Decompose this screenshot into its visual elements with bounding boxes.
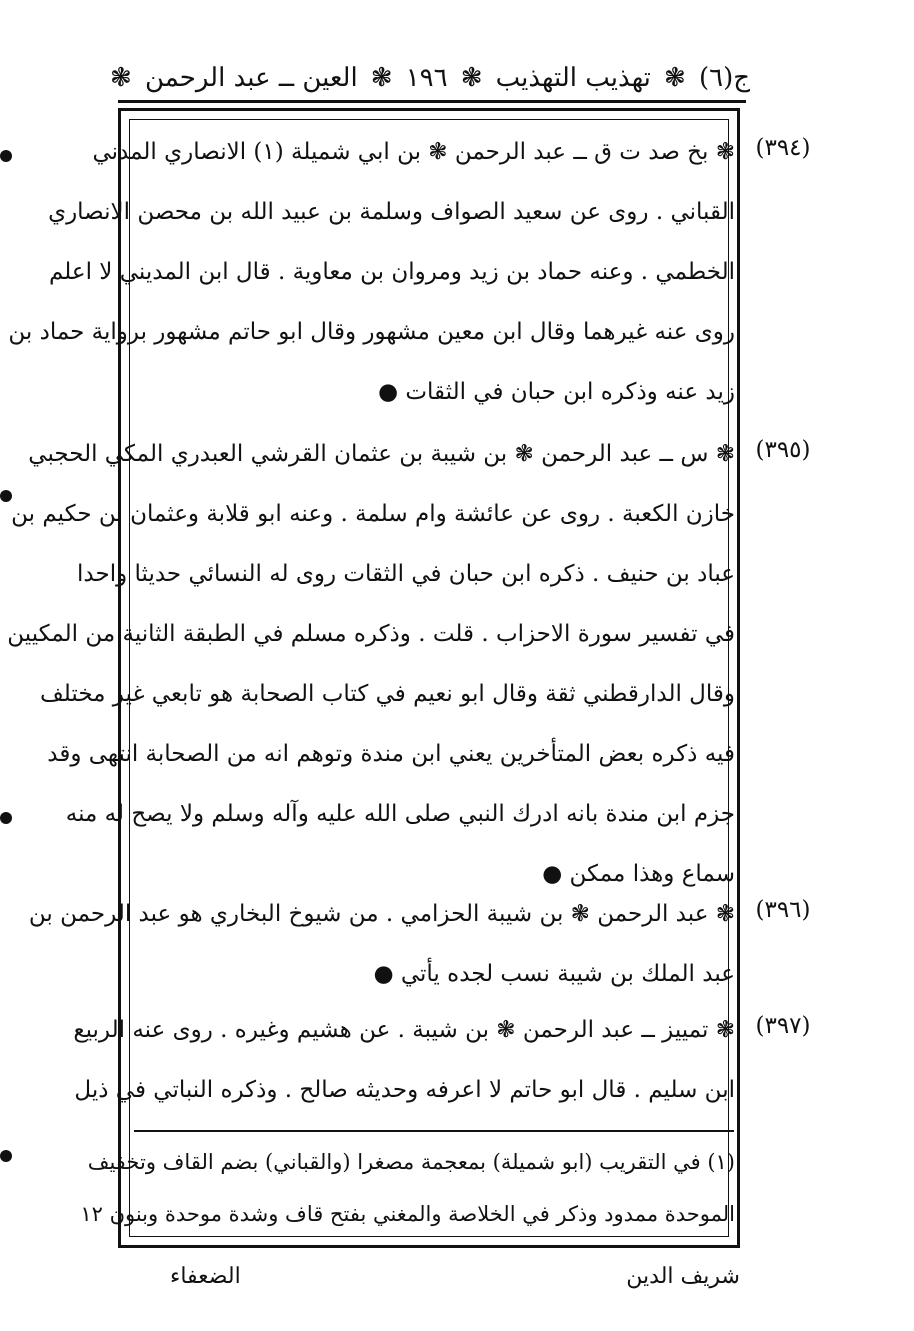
- ornament-icon: ❃: [460, 63, 483, 93]
- footer-right: شريف الدين: [626, 1264, 740, 1289]
- binding-mark: [0, 1150, 12, 1162]
- ornament-icon: ❃: [664, 63, 686, 93]
- entry-394: [8, 122, 735, 422]
- entry-397: [73, 1000, 735, 1120]
- entry-line: ❃ تمييز ــ عبد الرحمن ❃ بن شيبة . عن هشيم وغيره . روى عنه الربيع: [73, 1017, 735, 1043]
- footnote: [80, 1136, 735, 1240]
- entry-number: (٣٩٧): [755, 1013, 811, 1039]
- header-book-title: تهذيب التهذيب: [495, 63, 651, 93]
- entry-395: [7, 424, 735, 904]
- entry-number: (٣٩٤): [755, 135, 811, 161]
- entry-line: ❃ س ــ عبد الرحمن ❃ بن شيبة بن عثمان القرشي العبدري المكي الحجبي: [28, 441, 735, 467]
- binding-mark: [0, 490, 12, 502]
- header-volume: ج(٦): [698, 63, 750, 93]
- entry-line: الخطمي . وعنه حماد بن زيد ومروان بن معاوية . قال ابن المديني لا اعلم: [48, 259, 735, 285]
- entry-number: (٣٩٦): [755, 897, 811, 923]
- header-page-number: ١٩٦: [405, 63, 448, 93]
- entry-line: جزم ابن مندة بانه ادرك النبي صلى الله عليه وآله وسلم ولا يصح له منه: [65, 801, 735, 827]
- entry-line: زيد عنه وذكره ابن حبان في الثقات ●: [377, 379, 735, 405]
- entry-line: سماع وهذا ممكن ●: [542, 861, 735, 887]
- header-rule: [118, 100, 746, 103]
- header-section: العين ــ عبد الرحمن: [144, 63, 358, 93]
- entry-line: ❃ عبد الرحمن ❃ بن شيبة الحزامي . من شيوخ البخاري هو عبد الرحمن بن: [28, 901, 735, 927]
- entry-line: في تفسير سورة الاحزاب . قلت . وذكره مسلم في الطبقة الثانية من المكيين: [7, 621, 735, 647]
- entry-line: ❃ بخ صد ت ق ــ عبد الرحمن ❃ بن ابي شميلة (١) الانصاري المدني: [92, 139, 735, 165]
- entry-line: وقال الدارقطني ثقة وقال ابو نعيم في كتاب الصحابة هو تابعي غير مختلف: [39, 681, 735, 707]
- footer-left: الضعفاء: [170, 1264, 241, 1289]
- entry-number: (٣٩٥): [755, 437, 811, 463]
- entry-line: القباني . روى عن سعيد الصواف وسلمة بن عبيد الله بن محصن الانصاري: [48, 199, 735, 225]
- entry-line: روى عنه غيرهما وقال ابن معين مشهور وقال ابو حاتم مشهور برواية حماد بن: [8, 319, 735, 345]
- footnote-line: (١) في التقريب (ابو شميلة) بمعجمة مصغرا (والقباني) بضم القاف وتخفيف: [87, 1150, 735, 1174]
- footnote-rule: [134, 1130, 734, 1132]
- entry-line: عبد الملك بن شيبة نسب لجده يأتي ●: [373, 961, 735, 987]
- entry-line: عباد بن حنيف . ذكره ابن حبان في الثقات روى له النسائي حديثا واحدا: [77, 561, 735, 587]
- binding-mark: [0, 812, 12, 824]
- ornament-icon: ❃: [370, 63, 393, 93]
- ornament-icon: ❃: [110, 63, 132, 93]
- binding-mark: [0, 150, 12, 162]
- running-header: [110, 56, 750, 100]
- footnote-line: الموحدة ممدود وذكر في الخلاصة والمغني بفتح قاف وشدة موحدة وبنون ١٢: [80, 1202, 735, 1226]
- entry-line: فيه ذكره بعض المتأخرين يعني ابن مندة وتوهم انه من الصحابة انتهى وقد: [47, 741, 735, 767]
- entry-line: خازن الكعبة . روى عن عائشة وام سلمة . وعنه ابو قلابة وعثمان بن حكيم بن: [11, 501, 735, 527]
- entry-396: [28, 884, 735, 1004]
- entry-line: ابن سليم . قال ابو حاتم لا اعرفه وحديثه صالح . وذكره النباتي في ذيل: [74, 1077, 735, 1103]
